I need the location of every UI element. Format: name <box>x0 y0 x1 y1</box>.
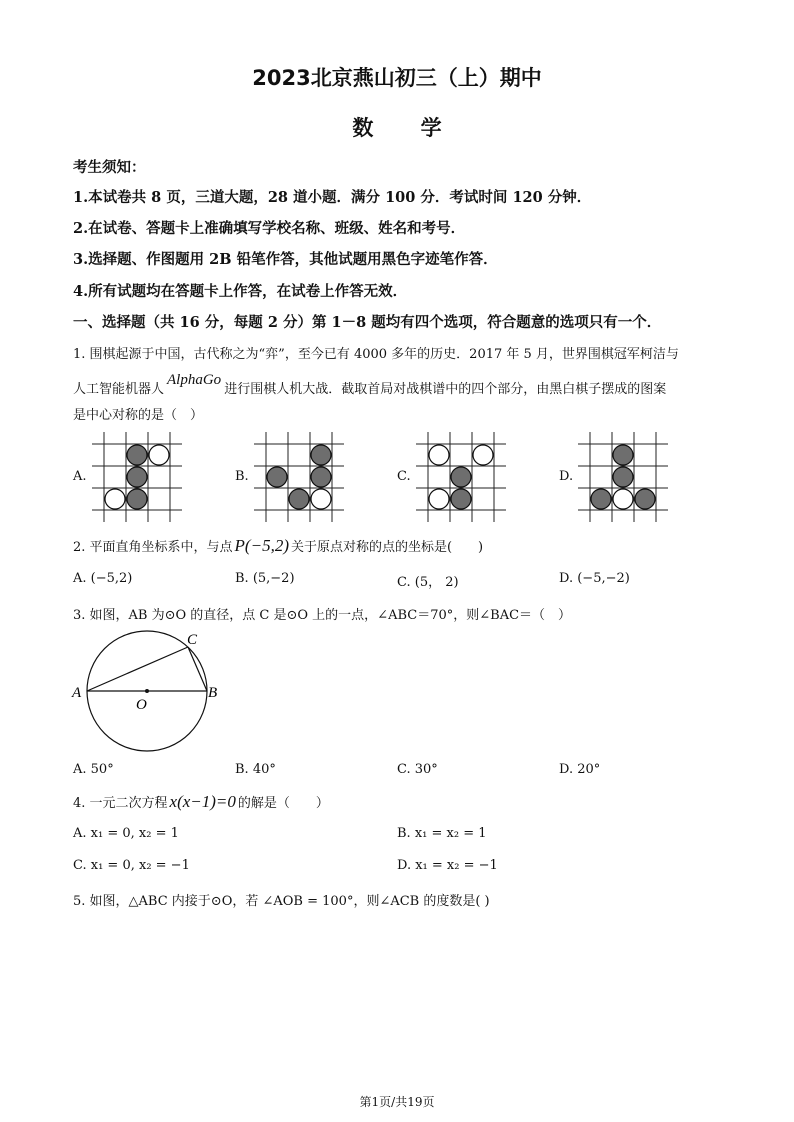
black-stone <box>451 489 471 509</box>
center-point <box>145 689 149 693</box>
chord-ac <box>87 647 188 691</box>
white-stone <box>429 445 449 465</box>
q2-stem <box>73 536 483 556</box>
instructions-heading: 考生须知： <box>73 159 146 176</box>
chord-bc <box>188 647 207 691</box>
black-stone <box>635 489 655 509</box>
label-c: C <box>187 632 198 648</box>
section-heading: 一、选择题（共 16 分，每题 2 分）第 1－8 题均有四个选项，符合题意的选项只有一个． <box>73 314 662 331</box>
q1-text-line2 <box>73 372 667 398</box>
black-stone <box>311 467 331 487</box>
page-footer: 第1页/共19页 <box>359 1095 435 1109</box>
instruction-item-3: 3.选择题、作图题用 2B 铅笔作答，其他试题用黑色字迹笔作答． <box>73 251 498 268</box>
black-stone <box>127 445 147 465</box>
white-stone <box>149 445 169 465</box>
q4-option-d: D. x₁ = x₂ = −1 <box>397 858 498 873</box>
q1-text-line1: 1. 围棋起源于中国，古代称之为“弈”，至今已有 4000 多年的历史．2017 年 5 月，世界围棋冠军柯洁与 <box>73 347 679 362</box>
q1-text-line3: 是中心对称的是（ ） <box>73 408 204 423</box>
black-stone <box>613 467 633 487</box>
q4-stem <box>73 792 329 812</box>
instruction-item-1: 1.本试卷共 8 页，三道大题，28 道小题．满分 100 分．考试时间 120 分钟． <box>73 189 592 206</box>
black-stone <box>127 467 147 487</box>
subject-title: 数 学 <box>352 116 442 140</box>
q4-option-c: C. x₁ = 0, x₂ = −1 <box>73 858 190 873</box>
go-board-a <box>92 432 182 522</box>
black-stone <box>127 489 147 509</box>
q2-option-a: A. (−5,2) <box>73 571 133 586</box>
alphago-label: AlphaGo <box>167 372 222 388</box>
white-stone <box>105 489 125 509</box>
q5-stem: 5. 如图，△ABC 内接于⊙O，若 ∠AOB = 100°，则∠ACB 的度数是( ) <box>73 894 490 909</box>
label-o: O <box>136 697 147 713</box>
q4-stem-b: 的解是（ ） <box>237 796 329 811</box>
q1-option-b-label: B. <box>235 469 249 484</box>
q1-text-line2a: 人工智能机器人 <box>73 382 165 397</box>
q3-option-b: B. 40° <box>235 762 276 777</box>
q3-option-a: A. 50° <box>73 762 114 777</box>
black-stone <box>591 489 611 509</box>
q2-option-c: C. (5， 2) <box>397 575 459 590</box>
q4-equation: x(x−1)=0 <box>169 792 236 811</box>
q2-option-d: D. (−5,−2) <box>559 571 630 586</box>
black-stone <box>289 489 309 509</box>
go-board-c <box>416 432 506 522</box>
white-stone <box>613 489 633 509</box>
white-stone <box>429 489 449 509</box>
white-stone <box>473 445 493 465</box>
label-a: A <box>72 685 82 701</box>
q3-option-d: D. 20° <box>559 762 601 777</box>
q4-option-b: B. x₁ = x₂ = 1 <box>397 826 487 841</box>
black-stone <box>311 445 331 465</box>
white-stone <box>311 489 331 509</box>
q4-option-a: A. x₁ = 0, x₂ = 1 <box>73 826 179 841</box>
instruction-item-4: 4.所有试题均在答题卡上作答，在试卷上作答无效． <box>73 283 408 300</box>
q2-option-b: B. (5,−2) <box>235 571 295 586</box>
q1-option-d-label: D. <box>559 469 574 484</box>
q2-point: P(−5,2) <box>234 536 289 555</box>
q1-option-c-label: C. <box>397 469 411 484</box>
q3-option-c: C. 30° <box>397 762 438 777</box>
page-title: 2023北京燕山初三（上）期中 <box>252 66 542 90</box>
black-stone <box>451 467 471 487</box>
q1-option-a-label: A. <box>73 469 87 484</box>
q4-stem-a: 4. 一元二次方程 <box>73 796 168 811</box>
go-board-b <box>254 432 344 522</box>
go-board-d <box>578 432 668 522</box>
instruction-item-2: 2.在试卷、答题卡上准确填写学校名称、班级、姓名和考号． <box>73 220 466 237</box>
black-stone <box>613 445 633 465</box>
q2-stem-a: 2. 平面直角坐标系中，与点 <box>73 540 233 555</box>
label-b: B <box>208 685 218 701</box>
q2-stem-b: 关于原点对称的点的坐标是( ) <box>290 540 484 555</box>
black-stone <box>267 467 287 487</box>
q3-stem: 3. 如图，AB 为⊙O 的直径，点 C 是⊙O 上的一点，∠ABC＝70°，则∠BAC＝（ ） <box>73 608 572 623</box>
circle-diagram <box>70 625 230 760</box>
q1-text-line2b: 进行围棋人机大战．截取首局对战棋谱中的四个部分，由黑白棋子摆成的图案 <box>224 382 667 397</box>
